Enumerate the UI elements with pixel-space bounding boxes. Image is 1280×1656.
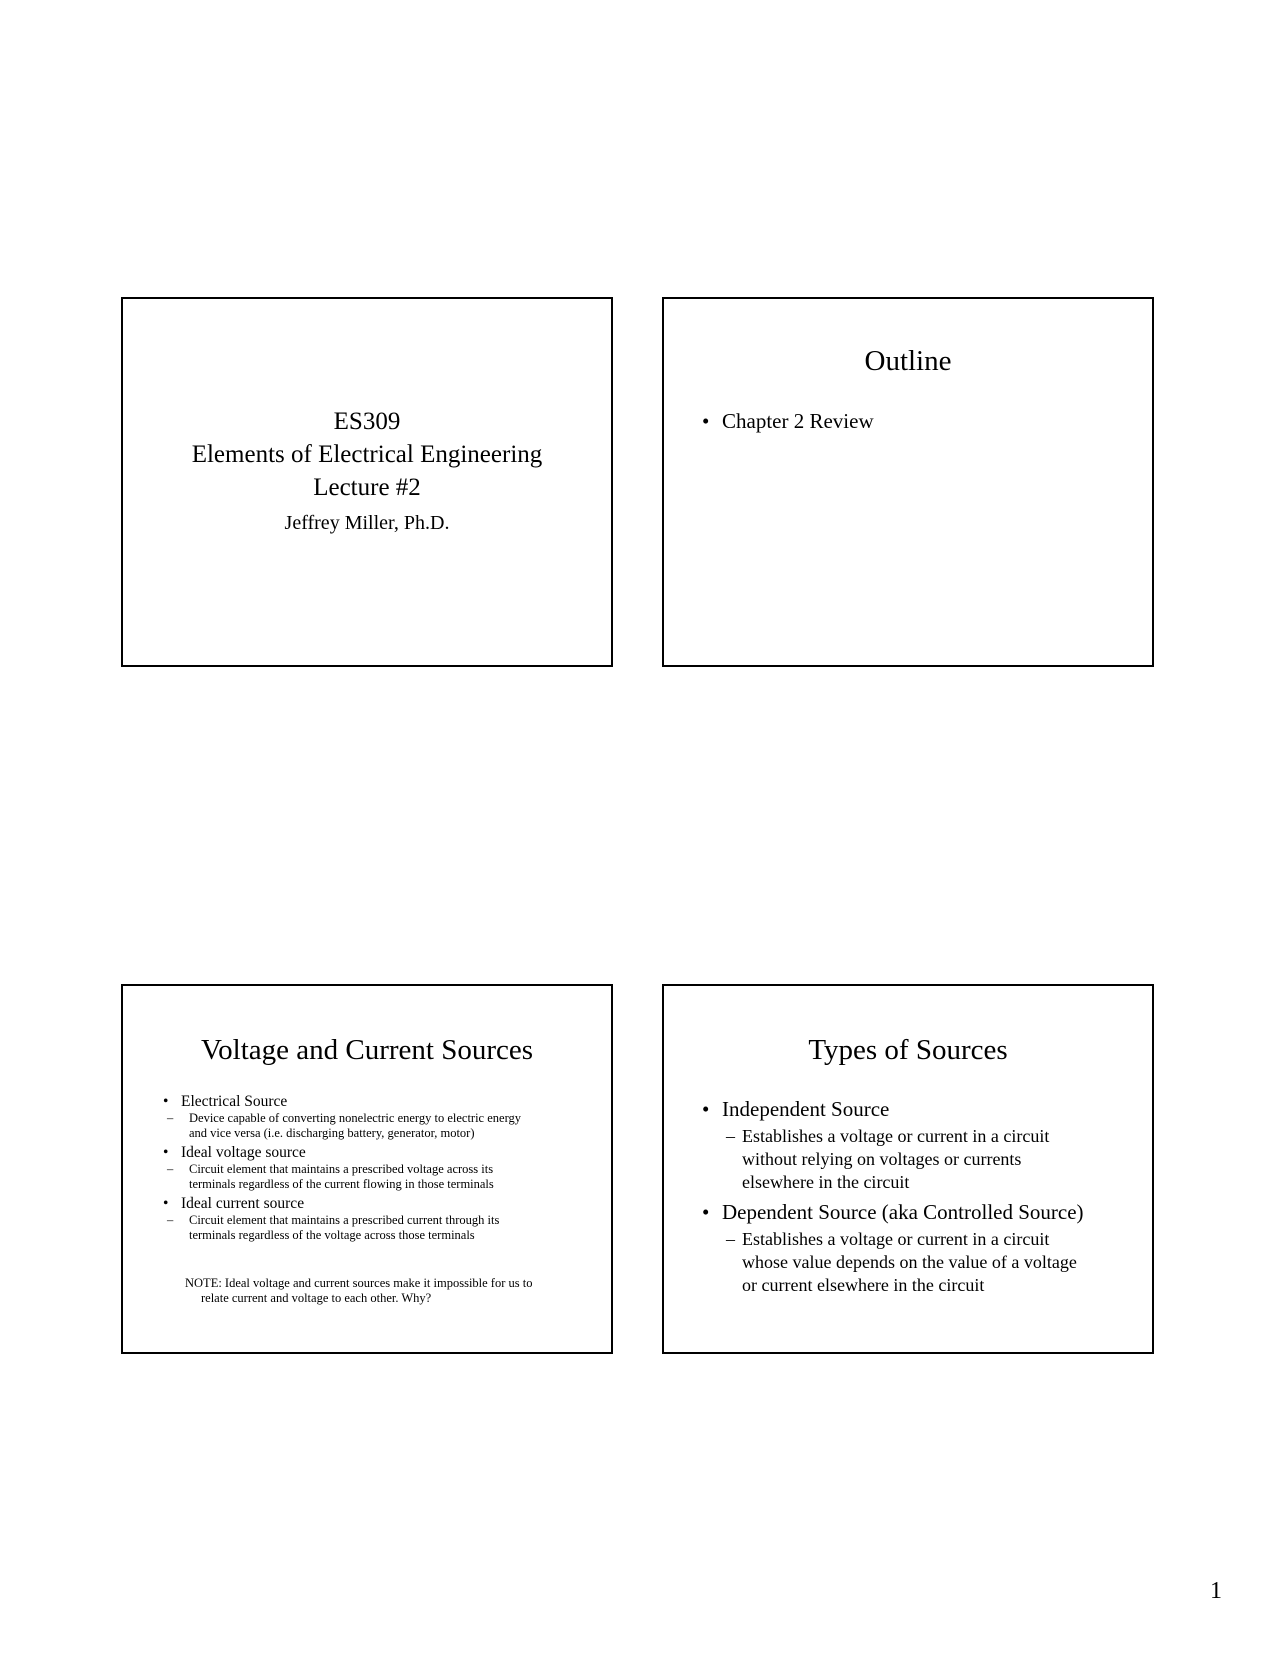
sub-item (167, 1162, 573, 1192)
dash-icon: – (167, 1162, 174, 1176)
sub-text-line: Establishes a voltage or current in a circuit (742, 1126, 1050, 1146)
sub-text-line: terminals regardless of the voltage across those terminals (189, 1228, 475, 1242)
slide-voltage-current-sources (121, 984, 613, 1354)
dash-icon: – (726, 1229, 735, 1249)
note-line: NOTE: Ideal voltage and current sources make it impossible for us to (185, 1276, 533, 1290)
sub-item (167, 1111, 573, 1141)
bullet-text: Electrical Source (181, 1093, 288, 1110)
bullet-icon: • (163, 1144, 169, 1161)
sub-text-line: Circuit element that maintains a prescribed voltage across its (189, 1162, 494, 1176)
bullet-text: Independent Source (722, 1097, 890, 1121)
bullet-text: Dependent Source (aka Controlled Source) (722, 1200, 1084, 1224)
list-item (163, 1092, 573, 1111)
slide-heading: Types of Sources (808, 1034, 1008, 1066)
sub-text-line: terminals regardless of the current flowing in those terminals (189, 1177, 494, 1191)
slide-types-of-sources (662, 984, 1154, 1354)
bullet-icon: • (702, 1200, 710, 1224)
list-item (702, 1096, 1122, 1123)
dash-icon: – (167, 1111, 174, 1125)
sub-text-line: without relying on voltages or currents (742, 1149, 1022, 1169)
sub-item (726, 1125, 1122, 1194)
dash-icon: – (726, 1126, 735, 1146)
sub-text-line: whose value depends on the value of a voltage (742, 1252, 1077, 1272)
sub-text-line: Circuit element that maintains a prescribed current through its (189, 1213, 500, 1227)
list-item (702, 407, 1132, 435)
bullet-list (702, 407, 1132, 435)
bullet-text: Ideal voltage source (181, 1144, 306, 1161)
page-number: 1 (1210, 1578, 1222, 1604)
bullet-icon: • (702, 409, 710, 433)
course-code: ES309 (333, 408, 401, 435)
list-item (163, 1143, 573, 1162)
slide-heading: Voltage and Current Sources (200, 1034, 534, 1066)
lecture-number: Lecture #2 (313, 474, 421, 501)
sub-text-line: Device capable of converting nonelectric energy to electric energy (189, 1111, 522, 1125)
list-item (702, 1199, 1122, 1226)
bullet-icon: • (702, 1097, 710, 1121)
sub-text-line: elsewhere in the circuit (742, 1172, 910, 1192)
course-name: Elements of Electrical Engineering (191, 441, 543, 468)
bullet-icon: • (163, 1195, 169, 1212)
slide-heading: Outline (864, 345, 952, 377)
dash-icon: – (167, 1213, 174, 1227)
sub-text-line: or current elsewhere in the circuit (742, 1275, 985, 1295)
sub-text-line: and vice versa (i.e. discharging battery, generator, motor) (189, 1126, 475, 1140)
title-block (123, 405, 611, 536)
sub-item (726, 1228, 1122, 1297)
note (185, 1276, 581, 1306)
bullet-text: Ideal current source (181, 1195, 305, 1212)
author: Jeffrey Miller, Ph.D. (284, 512, 450, 534)
bullet-list (702, 1096, 1122, 1302)
slide-outline (662, 297, 1154, 667)
bullet-text: Chapter 2 Review (722, 409, 874, 433)
list-item (163, 1194, 573, 1213)
sub-item (167, 1213, 573, 1243)
bullet-icon: • (163, 1093, 169, 1110)
slide-title (121, 297, 613, 667)
note-line: relate current and voltage to each other. Why? (201, 1291, 432, 1305)
sub-text-line: Establishes a voltage or current in a circuit (742, 1229, 1050, 1249)
bullet-list (163, 1092, 573, 1245)
